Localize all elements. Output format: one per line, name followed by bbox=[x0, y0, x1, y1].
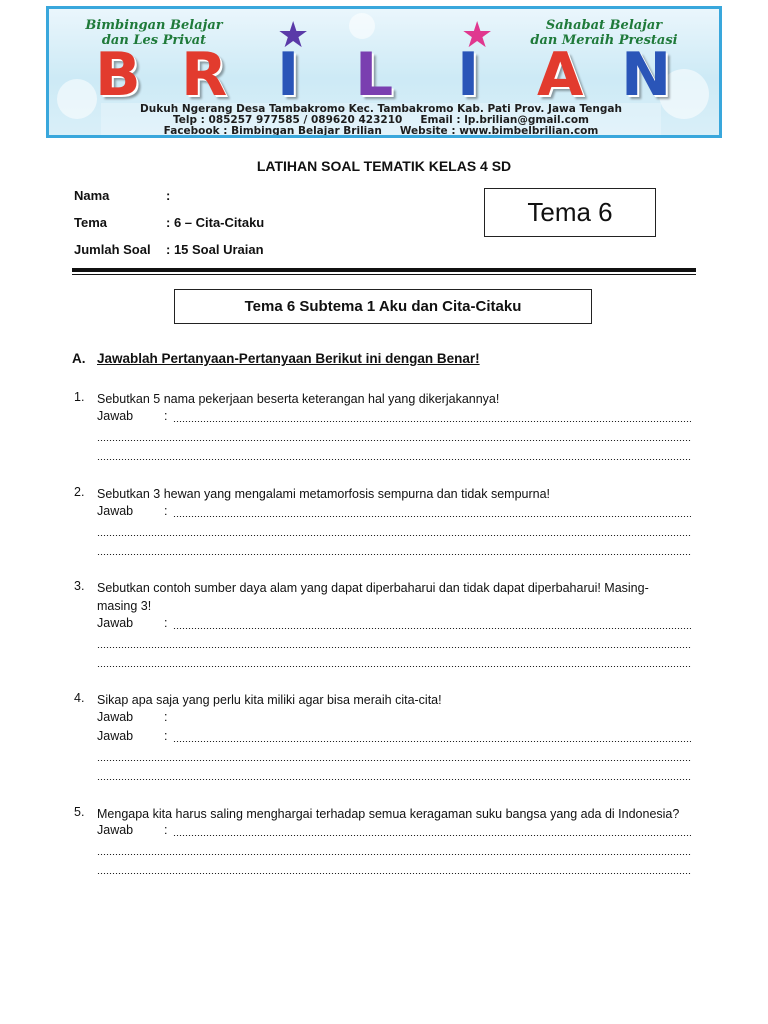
question-text: Sebutkan contoh sumber daya alam yang dapat diperbaharui dan tidak dapat diperbaharui! Masing-masing 3! bbox=[97, 581, 649, 613]
question-text: Sebutkan 5 nama pekerjaan beserta keterangan hal yang dikerjakannya! bbox=[97, 392, 500, 406]
dotted-fill bbox=[97, 647, 691, 648]
purple-star-icon: ★ bbox=[277, 14, 310, 55]
banner-social-line bbox=[101, 125, 661, 137]
banner-phone: Telp : 085257 977585 / 089620 423210 bbox=[173, 114, 403, 126]
logo-letter: B bbox=[95, 40, 141, 110]
decorative-bubble bbox=[349, 13, 375, 39]
answer-label: Jawab bbox=[97, 823, 134, 837]
dotted-fill bbox=[173, 516, 691, 517]
question-number: 5. bbox=[74, 805, 85, 819]
question-number: 3. bbox=[74, 579, 85, 593]
banner-address: Dukuh Ngerang Desa Tambakromo Kec. Tambakromo Kab. Pati Prov. Jawa Tengah bbox=[140, 103, 622, 115]
tagline-line: dan Les Privat bbox=[101, 33, 207, 48]
dotted-fill bbox=[97, 666, 691, 667]
answer-label: Jawab bbox=[97, 616, 134, 630]
section-letter: A. bbox=[72, 351, 86, 366]
tagline-line: Bimbingan Belajar bbox=[85, 18, 223, 33]
dotted-fill bbox=[97, 760, 691, 761]
answer-line[interactable] bbox=[97, 542, 691, 558]
answer-colon: : bbox=[164, 729, 168, 743]
tema-badge: Tema 6 bbox=[484, 188, 656, 237]
info-label: Tema bbox=[74, 215, 107, 230]
dotted-fill bbox=[97, 873, 691, 874]
question-number: 4. bbox=[74, 691, 85, 705]
section-title: Jawablah Pertanyaan-Pertanyaan Berikut ini dengan Benar! bbox=[97, 351, 480, 366]
banner-facebook: Facebook : Bimbingan Belajar Brilian bbox=[163, 125, 382, 137]
answer-line[interactable] bbox=[97, 823, 691, 839]
dotted-fill bbox=[97, 459, 691, 460]
header-banner bbox=[46, 6, 722, 138]
answer-label: Jawab bbox=[97, 729, 134, 743]
dotted-fill bbox=[97, 440, 691, 441]
tagline-line: Sahabat Belajar bbox=[545, 18, 663, 33]
answer-line[interactable] bbox=[97, 616, 691, 632]
page-title: LATIHAN SOAL TEMATIK KELAS 4 SD bbox=[256, 158, 512, 174]
answer-line[interactable] bbox=[97, 447, 691, 463]
banner-email: Email : lp.brilian@gmail.com bbox=[420, 114, 589, 126]
info-value: : 15 Soal Uraian bbox=[166, 242, 264, 257]
divider bbox=[72, 274, 696, 275]
answer-label: Jawab bbox=[97, 504, 134, 518]
info-label: Jumlah Soal bbox=[74, 242, 151, 257]
answer-line[interactable] bbox=[97, 654, 691, 670]
divider bbox=[72, 268, 696, 272]
question-text: Sebutkan 3 hewan yang mengalami metamorfosis sempurna dan tidak sempurna! bbox=[97, 487, 551, 501]
dotted-fill bbox=[97, 779, 691, 780]
answer-colon: : bbox=[164, 504, 168, 518]
answer-line[interactable] bbox=[97, 767, 691, 783]
answer-line[interactable] bbox=[97, 710, 691, 726]
info-value: : bbox=[166, 188, 171, 203]
pink-star-icon: ★ bbox=[461, 14, 494, 55]
logo-letter: N bbox=[621, 40, 672, 110]
answer-label: Jawab bbox=[97, 409, 134, 423]
logo-letter: I bbox=[457, 40, 480, 110]
answer-line[interactable] bbox=[97, 409, 691, 425]
dotted-fill bbox=[97, 554, 691, 555]
logo-letter: I bbox=[277, 40, 300, 110]
logo-letter: R bbox=[181, 40, 228, 110]
logo-letter: A bbox=[537, 40, 584, 110]
dotted-fill bbox=[97, 854, 691, 855]
answer-line[interactable] bbox=[97, 428, 691, 444]
logo-letter: L bbox=[355, 40, 394, 110]
answer-colon: : bbox=[164, 710, 168, 724]
question-number: 1. bbox=[74, 390, 85, 404]
answer-colon: : bbox=[164, 823, 168, 837]
subtema-title: Tema 6 Subtema 1 Aku dan Cita-Citaku bbox=[174, 289, 592, 324]
dotted-fill bbox=[173, 835, 691, 836]
info-value: : 6 – Cita-Citaku bbox=[166, 215, 265, 230]
banner-website: Website : www.bimbelbrilian.com bbox=[399, 125, 599, 137]
dotted-fill bbox=[97, 535, 691, 536]
question-text: Sikap apa saja yang perlu kita miliki agar bisa meraih cita-cita! bbox=[97, 693, 442, 707]
info-label: Nama bbox=[74, 188, 110, 203]
question-text: Mengapa kita harus saling menghargai terhadap semua keragaman suku bangsa yang ada di Indonesia? bbox=[97, 807, 680, 821]
answer-line[interactable] bbox=[97, 842, 691, 858]
answer-line[interactable] bbox=[97, 635, 691, 651]
answer-colon: : bbox=[164, 409, 168, 423]
dotted-fill bbox=[173, 628, 691, 629]
answer-line[interactable] bbox=[97, 861, 691, 877]
dotted-fill bbox=[173, 421, 691, 422]
answer-line[interactable] bbox=[97, 523, 691, 539]
question-number: 2. bbox=[74, 485, 85, 499]
tagline-line: dan Meraih Prestasi bbox=[530, 33, 678, 48]
answer-line[interactable] bbox=[97, 504, 691, 520]
answer-line[interactable] bbox=[97, 729, 691, 745]
dotted-fill bbox=[173, 741, 691, 742]
answer-colon: : bbox=[164, 616, 168, 630]
answer-label: Jawab bbox=[97, 710, 134, 724]
answer-line[interactable] bbox=[97, 748, 691, 764]
